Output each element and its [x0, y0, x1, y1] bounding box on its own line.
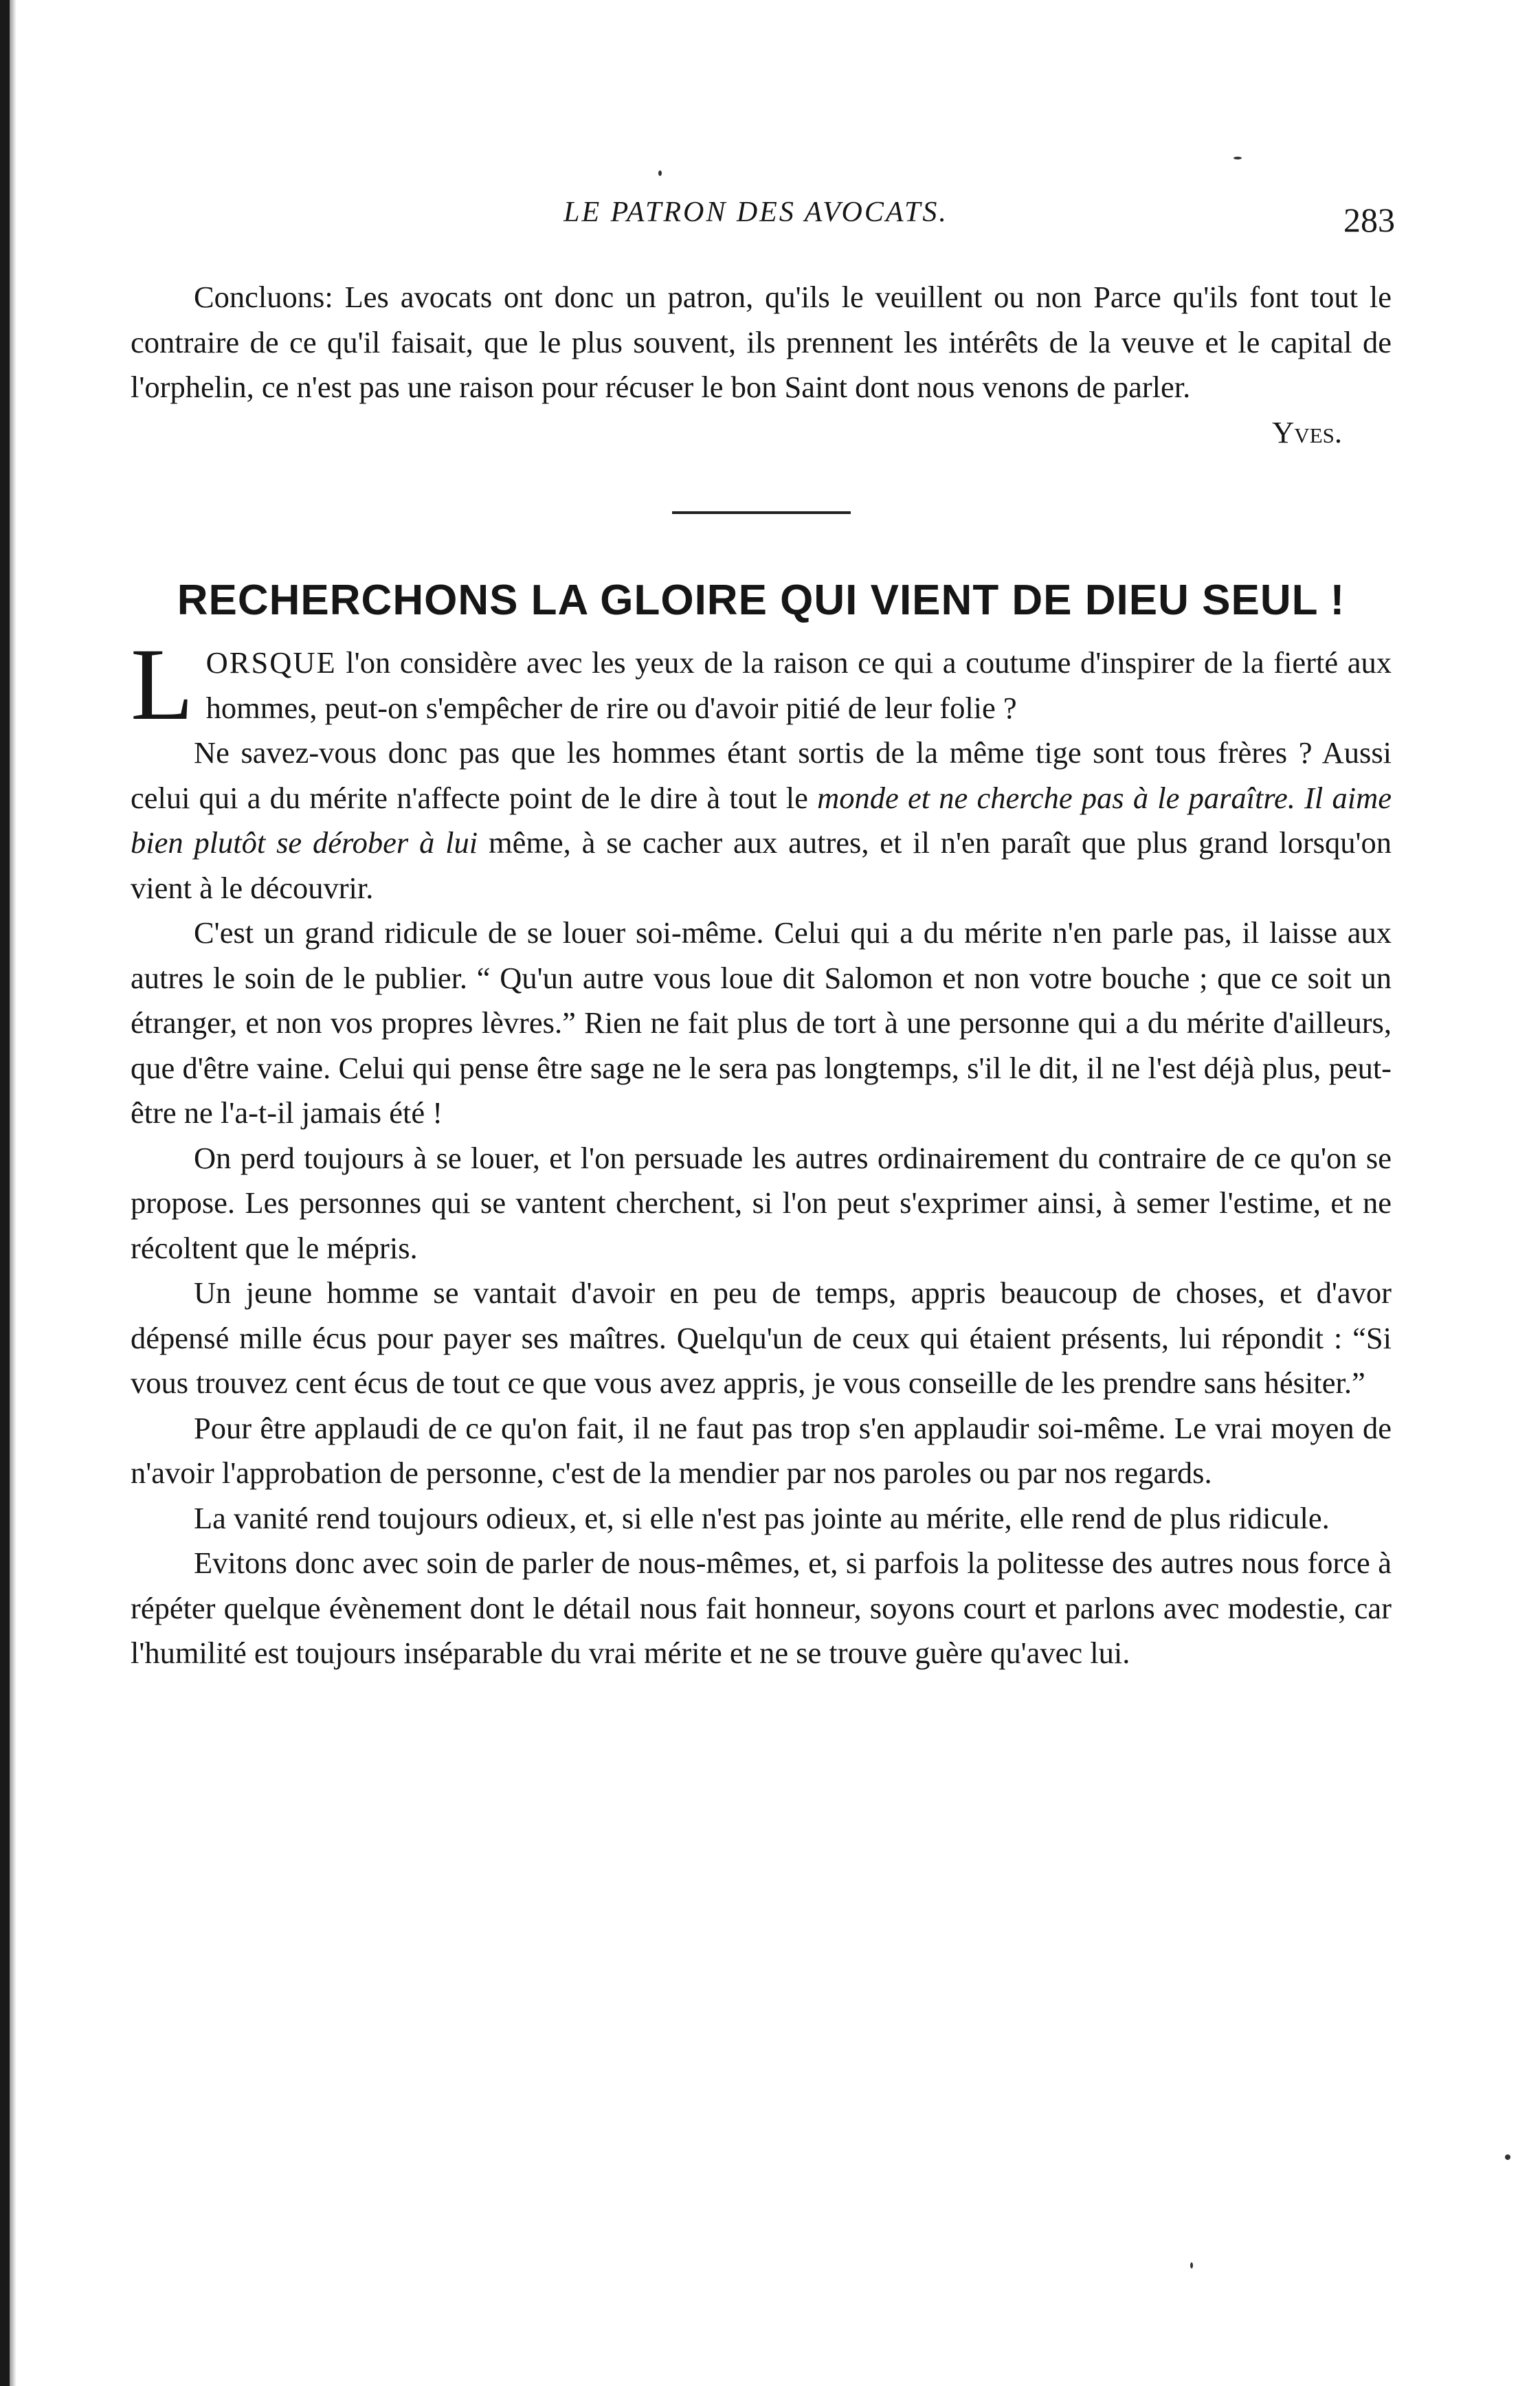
paragraph-5: Un jeune homme se vantait d'avoir en peu de temps, appris beaucoup de choses, et d'avor dépensé mille écus pour payer ses maîtres. Quelqu'un de ceux qui étaient présents, lui répondit : “Si vous trouvez cent écus de tout ce que vous avez appris, je vous conseille de les prendre sans hésiter.”	[131, 1275, 1392, 1400]
print-speck	[1234, 157, 1242, 159]
print-speck	[1190, 2262, 1193, 2268]
paragraph-7: La vanité rend toujours odieux, et, si elle n'est pas jointe au mérite, elle rend de plus ridicule.	[194, 1500, 1330, 1535]
paragraph-3: C'est un grand ridicule de se louer soi-même. Celui qui a du mérite n'en parle pas, il laisse aux autres le soin de le publier. “ Qu'un autre vous loue dit Salomon et non votre bouche ; que ce soit un étranger, et non vos propres lèvres.” Rien ne fait plus de tort à une personne qui a du mérite d'ailleurs, que d'être vaine. Celui qui pense être sage ne le sera pas longtemps, s'il le dit, il ne l'est déjà plus, peut-être ne l'a-t-il jamais été !	[131, 915, 1392, 1130]
article-title: RECHERCHONS LA GLOIRE QUI VIENT DE DIEU SEUL !	[177, 577, 1346, 624]
running-title: LE PATRON DES AVOCATS.	[563, 197, 948, 228]
page-number: 283	[1343, 201, 1395, 239]
book-spine-shadow	[10, 0, 16, 2386]
paragraph-2-italic: monde et ne cherche pas à le paraître. Il aime bien plutôt se dérober à lui	[131, 780, 1392, 860]
paragraph-6: Pour être applaudi de ce qu'on fait, il ne faut pas trop s'en applaudir soi-même. Le vrai moyen de n'avoir l'approbation de personne, c'est de la mendier par nos paroles ou par nos regards.	[131, 1410, 1392, 1490]
paragraph-2-end: même, à se cacher aux autres, et il n'en paraît que plus grand lorsqu'on vient à le découvrir.	[131, 825, 1392, 905]
book-spine-edge	[0, 0, 10, 2386]
lead-word: ORSQUE	[205, 645, 337, 680]
drop-cap: L	[131, 627, 194, 742]
paragraph-2	[131, 731, 1392, 911]
running-head	[117, 196, 1395, 244]
print-speck	[1505, 2154, 1510, 2160]
previous-article-signature: Yves.	[1272, 414, 1342, 449]
previous-article-conclusion: Concluons: Les avocats ont donc un patron, qu'ils le veuillent ou non Parce qu'ils font tout le contraire de ce qu'il faisait, que le plus souvent, ils prennent les intérêts de la veuve et le capital de l'orphelin, ce n'est pas une raison pour récuser le bon Saint dont nous venons de parler.	[131, 280, 1392, 404]
paragraph-8: Evitons donc avec soin de parler de nous-mêmes, et, si parfois la politesse des autres nous force à répéter quelque évènement dont le détail nous fait honneur, soyons court et parlons avec modestie, car l'humilité est toujours inséparable du vrai mérite et ne se trouve guère qu'avec lui.	[131, 1546, 1392, 1670]
section-divider	[672, 511, 851, 514]
paragraph-4: On perd toujours à se louer, et l'on persuade les autres ordinairement du contraire de ce qu'on se propose. Les personnes qui se vantent cherchent, si l'on peut s'exprimer ainsi, à semer l'estime, et ne récoltent que le mépris.	[131, 1140, 1392, 1265]
opening-paragraph	[131, 627, 1392, 742]
paragraph-2-start: Ne savez-vous donc pas que les hommes étant sortis de la même tige sont tous frères ? Aussi celui qui a du mérite n'affecte point de le dire à tout le	[131, 735, 1392, 815]
opening-text: l'on considère avec les yeux de la raison ce qui a coutume d'inspirer de la fierté aux hommes, peut-on s'empêcher de rire ou d'avoir pitié de leur folie ?	[205, 645, 1392, 725]
page-body	[131, 275, 1392, 1676]
print-speck	[658, 170, 662, 176]
